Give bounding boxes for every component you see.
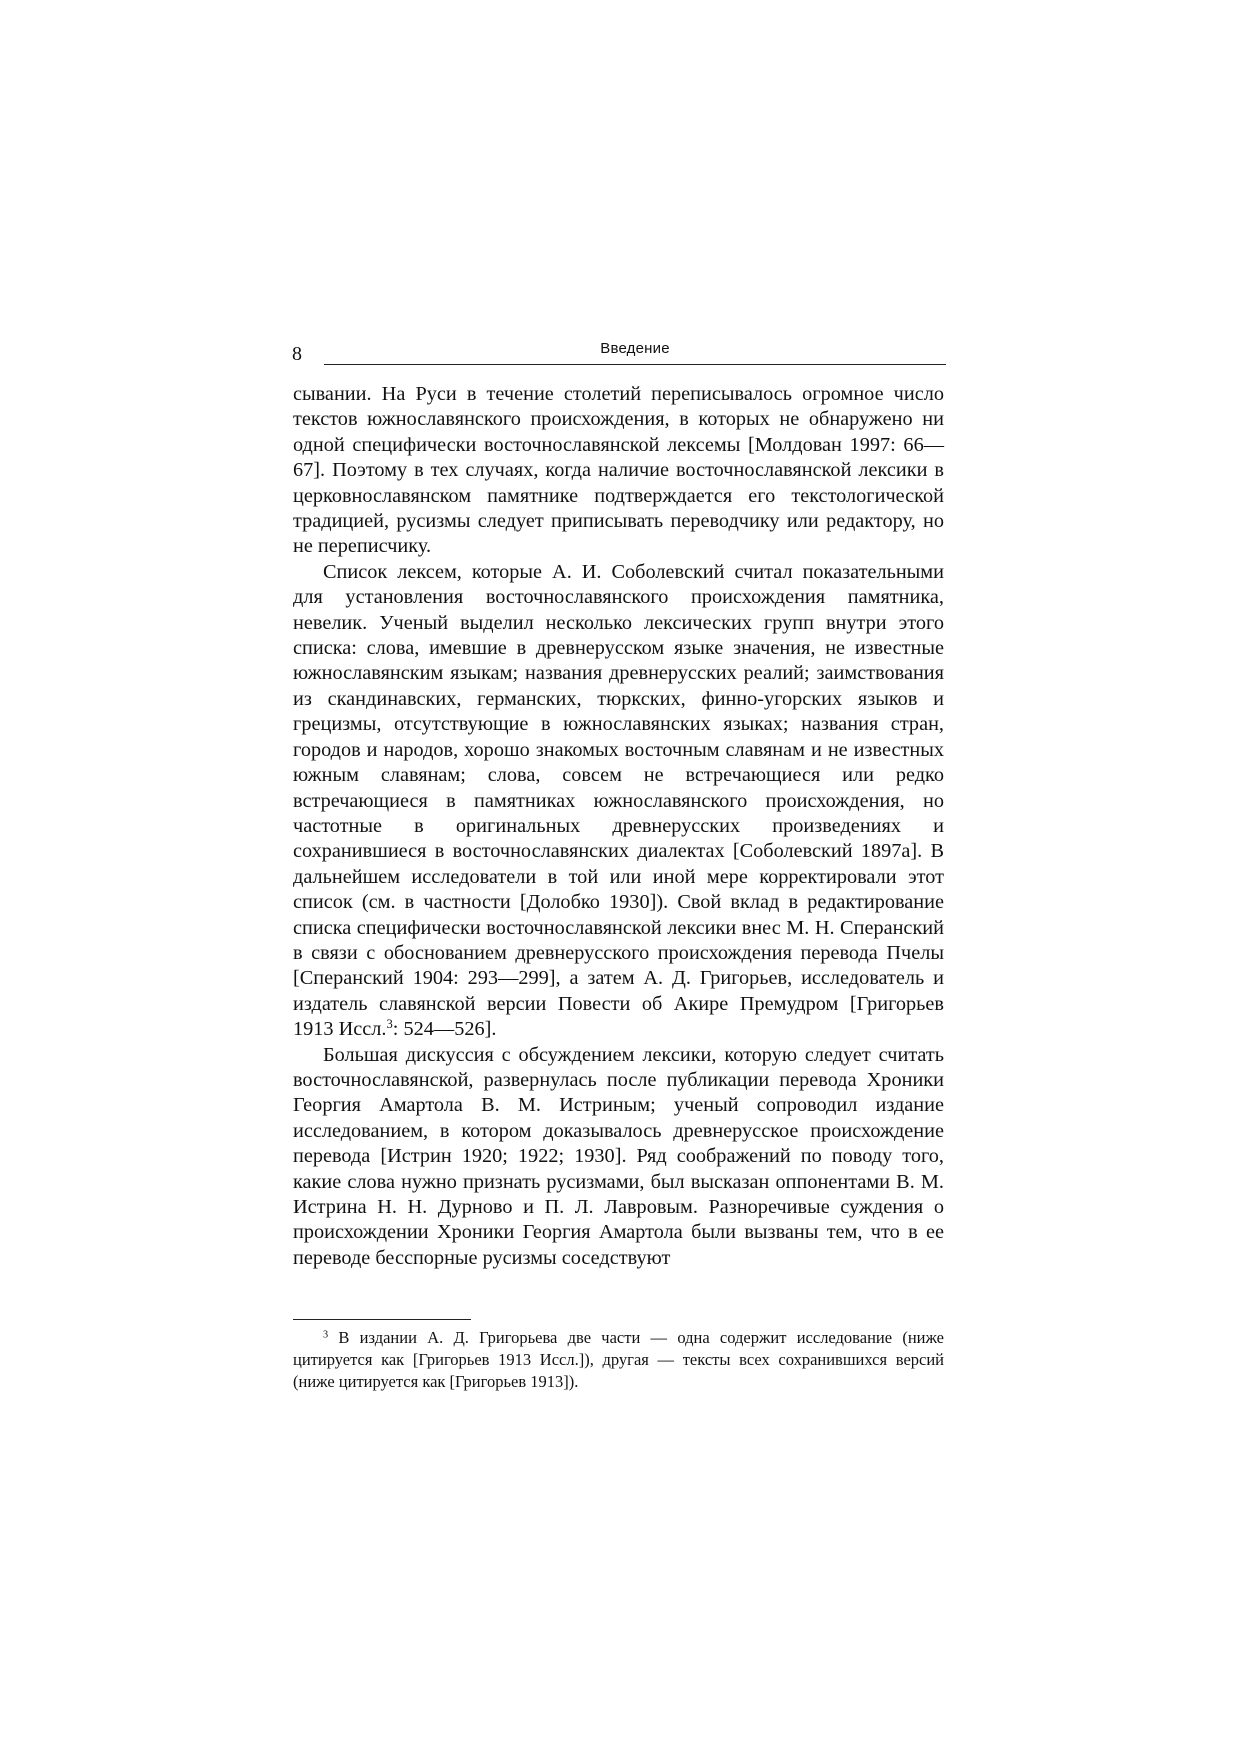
footnote — [293, 1327, 944, 1393]
running-head-title: Введение — [600, 340, 670, 357]
footnote-divider — [293, 1319, 471, 1320]
page-number: 8 — [292, 343, 302, 365]
footnote-number: 3 — [323, 1329, 329, 1341]
footnote-text: В издании А. Д. Григорьева две части — одна содержит исследование (ниже цитируется как [Григорьев 1913 Иссл.]), другая — тексты всех сохранившихся версий (ниже цитируется как [Григорьев 1913]). — [293, 1328, 944, 1391]
paragraph-1: сывании. На Руси в течение столетий переписывалось огромное число текстов южнославянского происхождения, в которых не обнаружено ни одной специфически восточнославянской лексемы [Молдован 1997: 66—67]. Поэтому в тех случаях, когда наличие восточнославянской лексики в церковнославянском памятнике подтверждается его текстологической традицией, русизмы следует приписывать переводчику или редактору, но не переписчику. — [293, 383, 944, 558]
paragraph-2-text: Список лексем, которые А. И. Соболевский считал показательными для установления восточнославянского происхождения памятника, невелик. Ученый выделил несколько лексических групп внутри этого списка: слова, имевшие в древнерусском языке значения, не известные южнославянским языкам; названия древнерусских реалий; заимствования из скандинавских, германских, тюркских, финно-угорских языков и грецизмы, отсутствующие в южнославянских языках; названия стран, городов и народов, хорошо знакомых восточным славянам и не известных южным славянам; слова, совсем не встречающиеся или редко встречающиеся в памятниках южнославянского происхождения, но частотные в оригинальных древнерусских произведениях и сохранившиеся в восточнославянских диалектах [Соболевский 1897а]. В дальнейшем исследователи в той или иной мере корректировали этот список (см. в частности [Долобко 1930]). Свой вклад в редактирование списка специфически восточнославянской лексики внес М. Н. Сперанский в связи с обоснованием древнерусского происхождения перевода Пчелы [Сперанский 1904: 293—299], а затем А. Д. Григорьев, исследователь и издатель славянской версии Повести об Акире Премудром [Григорьев 1913 Иссл. — [293, 560, 944, 1041]
paragraph-2-tail: : 524—526]. — [392, 1018, 497, 1041]
paragraph-3: Большая дискуссия с обсуждением лексики, которую следует считать восточнославянской, развернулась после публикации перевода Хроники Георгия Амартола В. М. Истриным; ученый сопроводил издание исследованием, в котором доказывалось древнерусское происхождение перевода [Истрин 1920; 1922; 1930]. Ряд соображений по поводу того, какие слова нужно признать русизмами, был высказан оппонентами В. М. Истрина Н. Н. Дурново и П. Л. Лавровым. Разноречивые суждения о происхождении Хроники Георгия Амартола были вызваны тем, что в ее переводе бесспорные русизмы соседствуют — [293, 1043, 944, 1269]
paragraph-2 — [293, 560, 944, 1043]
running-head — [324, 339, 946, 365]
main-text — [293, 382, 944, 1271]
footnote-reference[interactable]: 3 — [386, 1017, 393, 1032]
